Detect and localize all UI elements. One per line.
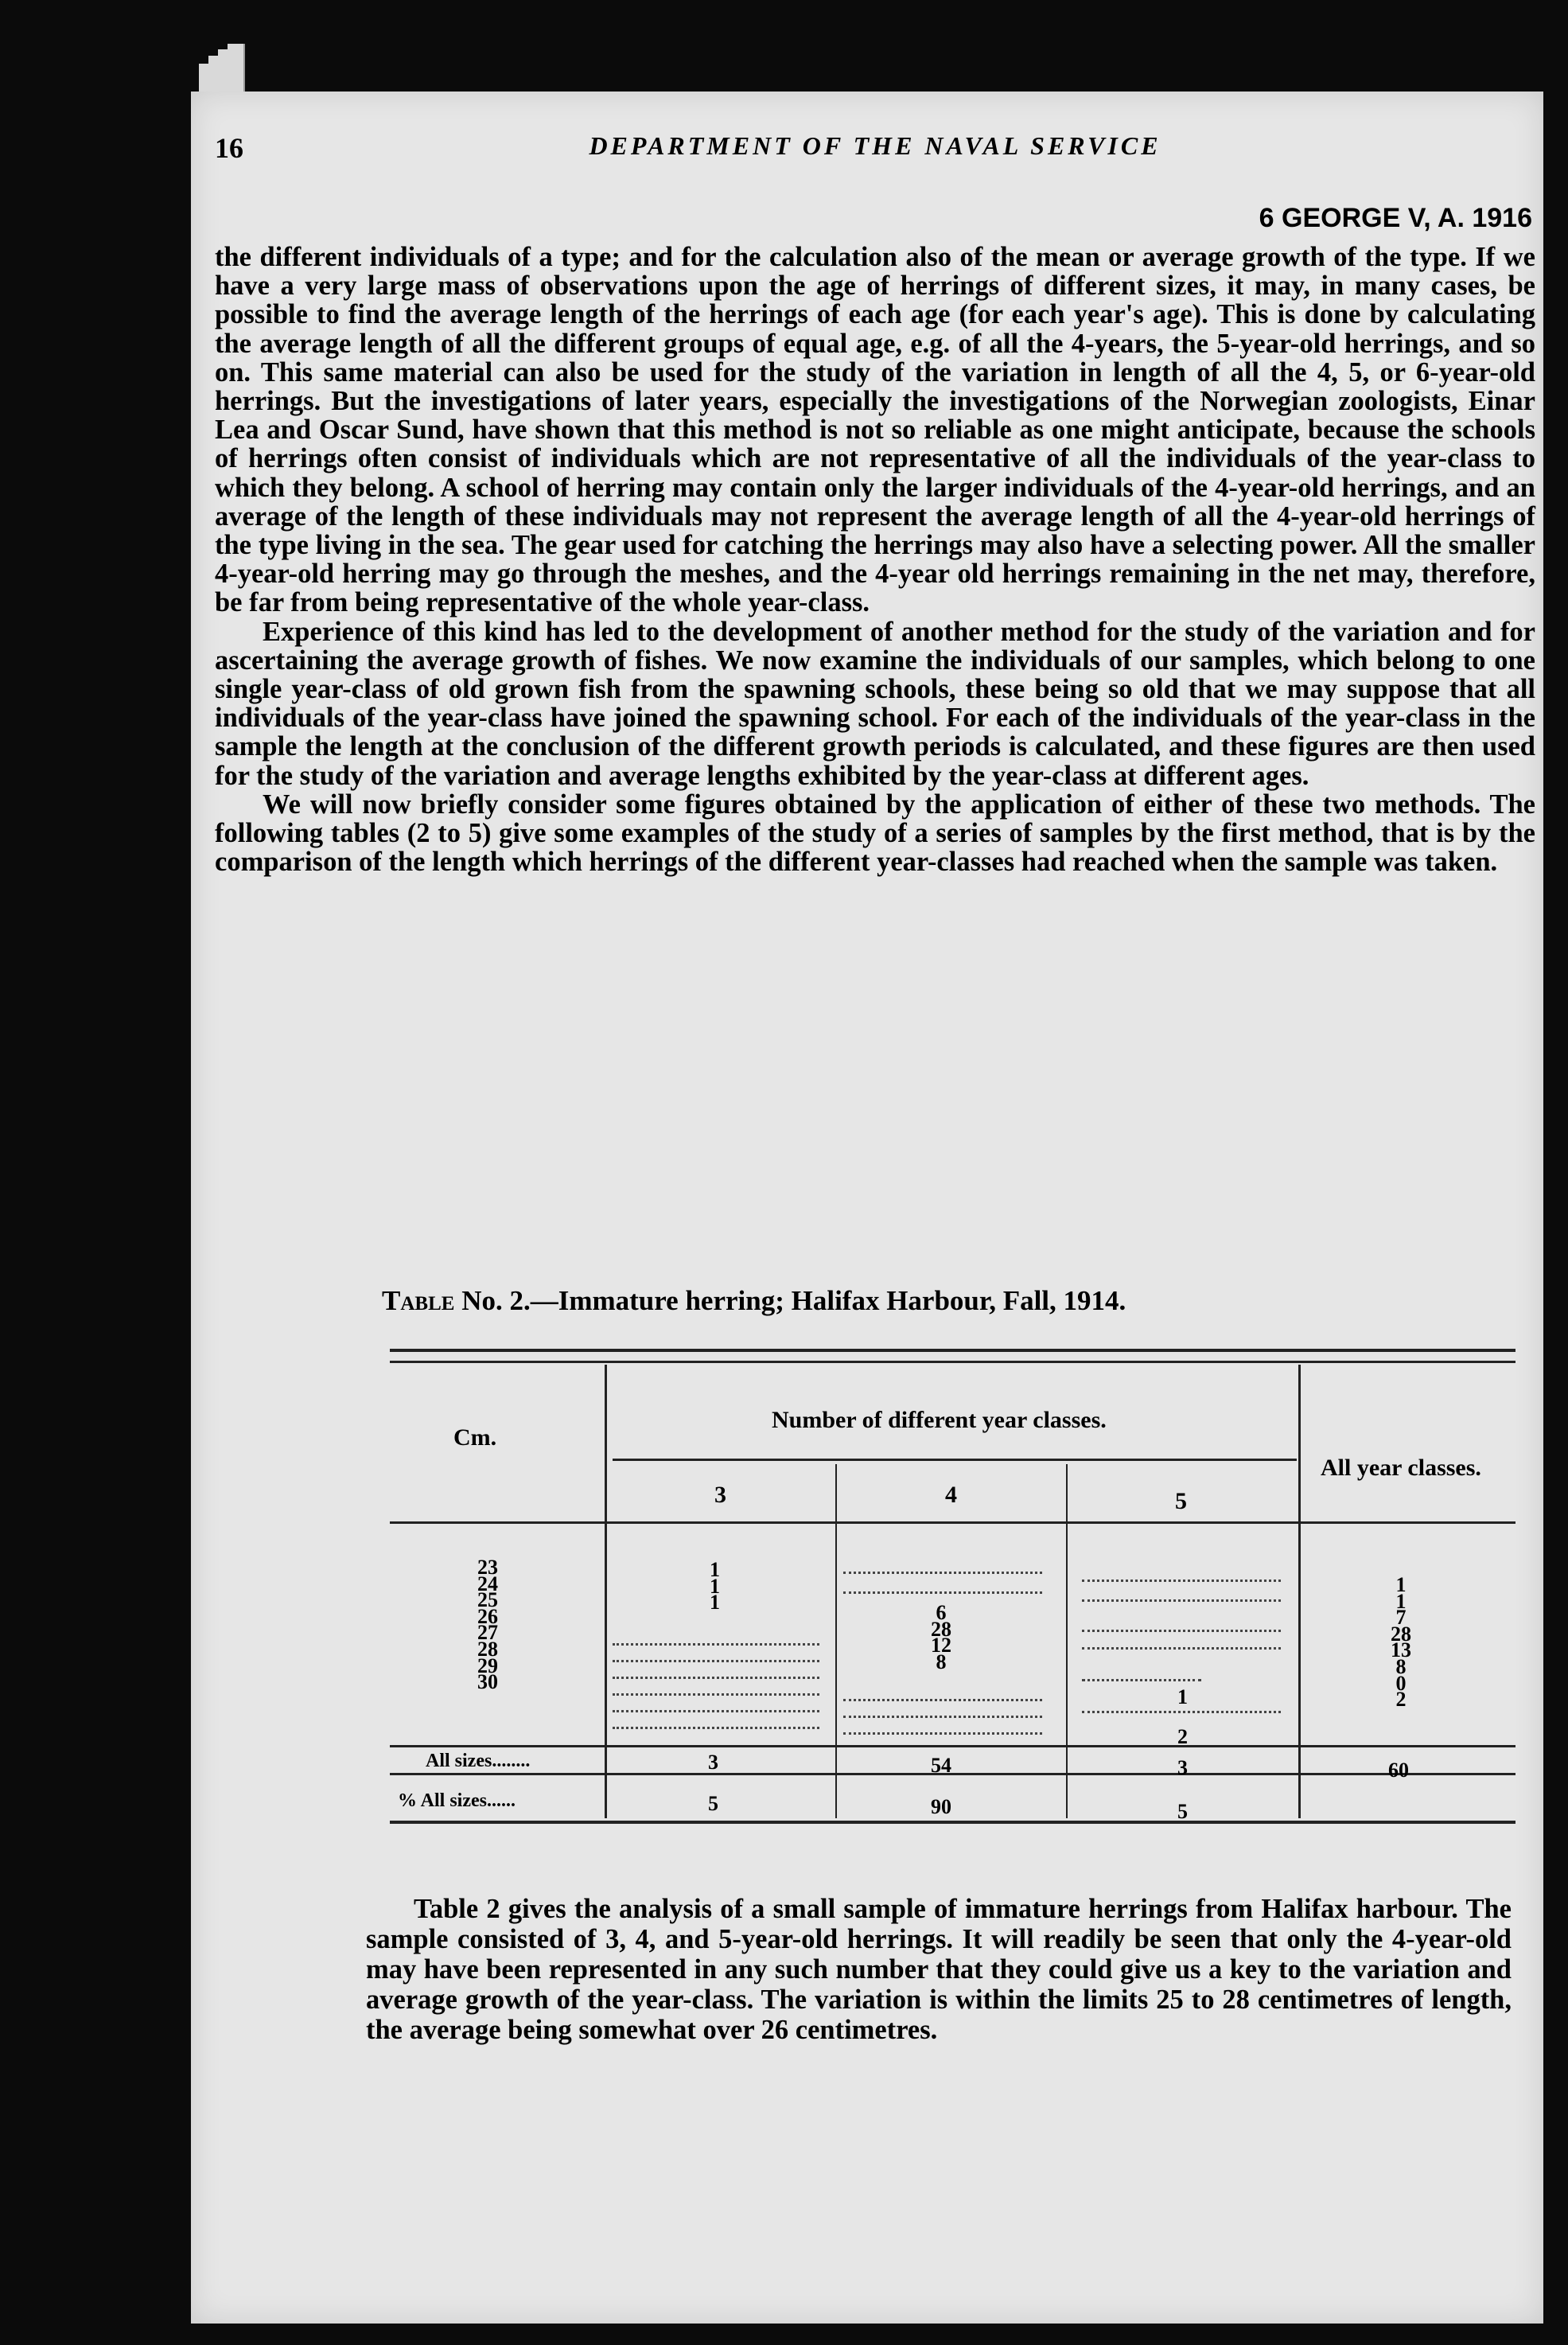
dot-leader — [613, 1727, 819, 1729]
table-rule — [613, 1459, 1297, 1461]
total-year-5: 3 — [1177, 1756, 1188, 1779]
percent-label: % All sizes...... — [398, 1790, 516, 1811]
percent-year-5: 5 — [1177, 1800, 1188, 1823]
dot-leader — [613, 1677, 819, 1679]
table-rule — [390, 1773, 1515, 1775]
dot-leader — [843, 1591, 1042, 1594]
paragraph: Experience of this kind has led to the development of another method for the study of the variation and for ascertaining the average growth of fishes. We now examine the individuals of our samples, which belong to one single year-class of old grown fish from the spawning schools, these being so old that we may suppose that all individuals of the year-class have joined the spawning school. For each of the individuals of the year-class in the sample the length at the conclusion of the different growth periods is calculated, and these figures are then used for the study of the variation and average lengths exhibited by the year-class at different ages. — [215, 616, 1535, 791]
dot-leader — [843, 1732, 1042, 1735]
dot-leader — [843, 1699, 1042, 1701]
header-all-year-classes: All year classes. — [1321, 1455, 1481, 1481]
page-number: 16 — [215, 132, 243, 164]
session-label: 6 GEORGE V, A. 1916 — [1259, 203, 1532, 233]
header-cm: Cm. — [453, 1424, 497, 1451]
header-year-classes: Number of different year classes. — [772, 1407, 1107, 1433]
column-year-5: 1 2 — [1177, 1685, 1188, 1748]
column-year-4: 6 28 12 8 — [931, 1601, 951, 1673]
percent-year-3: 5 — [708, 1792, 718, 1815]
dot-leader — [613, 1710, 819, 1712]
header-year-5: 5 — [1175, 1488, 1187, 1514]
column-year-3: 1 1 1 — [710, 1558, 720, 1615]
table-column-divider — [1066, 1464, 1068, 1818]
closing-text — [366, 1894, 1512, 2045]
department-title: DEPARTMENT OF THE NAVAL SERVICE — [589, 131, 1161, 160]
data-table — [390, 1337, 1515, 1886]
percent-year-4: 90 — [931, 1795, 951, 1818]
dot-leader — [1082, 1599, 1281, 1602]
table-column-divider — [605, 1365, 607, 1818]
dot-leader — [1082, 1647, 1281, 1650]
total-year-4: 54 — [931, 1754, 951, 1777]
header-year-4: 4 — [945, 1482, 957, 1508]
table-rule — [390, 1745, 1515, 1747]
dot-leader — [613, 1693, 819, 1696]
column-all-years: 1 1 7 28 13 8 0 2 — [1391, 1573, 1411, 1712]
dot-leader — [1082, 1630, 1281, 1632]
table-column-divider — [835, 1464, 837, 1818]
table-caption — [382, 1285, 1416, 1317]
table-rule-top — [390, 1361, 1515, 1363]
total-year-3: 3 — [708, 1751, 718, 1774]
body-text — [215, 243, 1535, 876]
dot-leader — [843, 1716, 1042, 1718]
paragraph: Table 2 gives the analysis of a small sample of immature herrings from Halifax harbour. The sample consisted of 3, 4, and 5-year-old herrings. It will readily be seen that only the 4-year-old may have been represented in any such number that they could give us a key to the variation and average growth of the year-class. The variation is within the limits 25 to 28 centimetres of length, the average being somewhat over 26 centimetres. — [366, 1894, 1512, 2045]
total-all: 60 — [1388, 1759, 1409, 1782]
dot-leader — [613, 1660, 819, 1662]
table-caption-prefix: Table — [382, 1285, 455, 1316]
table-column-divider — [1298, 1365, 1301, 1818]
column-cm: 23 24 25 26 27 28 29 30 — [477, 1556, 498, 1694]
table-caption-text: No. 2.—Immature herring; Halifax Harbour, Fall, 1914. — [461, 1285, 1126, 1316]
total-label: All sizes........ — [426, 1751, 531, 1771]
header-year-3: 3 — [714, 1482, 726, 1508]
paragraph: the different individuals of a type; and for the calculation also of the mean or average growth of the type. If we have a very large mass of observations upon the age of herrings of different sizes, it may, in many cases, be possible to find the average length of the herrings of each age (for each year's age). This is done by calculating the average length of all the different groups of equal age, e.g. of all the 4-years, the 5-year-old herrings, and so on. This same material can also be used for the study of the variation in length of all the 4, 5, or 6-year-old herrings. But the investigations of later years, especially the investigations of the Norwegian zoologists, Einar Lea and Oscar Sund, have shown that this method is not so reliable as one might anticipate, because the schools of herrings often consist of individuals which are not representative of all the individuals of the year-class to which they belong. A school of herring may contain only the larger individuals of the 4-year-old herrings, and an average of the length of these individuals may not represent the average length of all the 4-year-old herrings of the type living in the sea. The gear used for catching the herrings may also have a selecting power. All the smaller 4-year-old herring may go through the meshes, and the 4-year old herrings remaining in the net may, therefore, be far from being representative of the whole year-class. — [215, 242, 1535, 618]
dot-leader — [1082, 1679, 1201, 1681]
dot-leader — [843, 1572, 1042, 1574]
table-rule-bottom — [390, 1821, 1515, 1824]
dot-leader — [613, 1643, 819, 1646]
paragraph: We will now briefly consider some figures obtained by the application of either of these two methods. The following tables (2 to 5) give some examples of the study of a series of samples by the first method, that is by the comparison of the length which herrings of the different year-classes had reached when the sample was taken. — [215, 789, 1535, 878]
dot-leader — [1082, 1580, 1281, 1582]
table-rule-top — [390, 1349, 1515, 1352]
table-rule — [390, 1521, 1515, 1524]
running-header — [215, 131, 1535, 179]
